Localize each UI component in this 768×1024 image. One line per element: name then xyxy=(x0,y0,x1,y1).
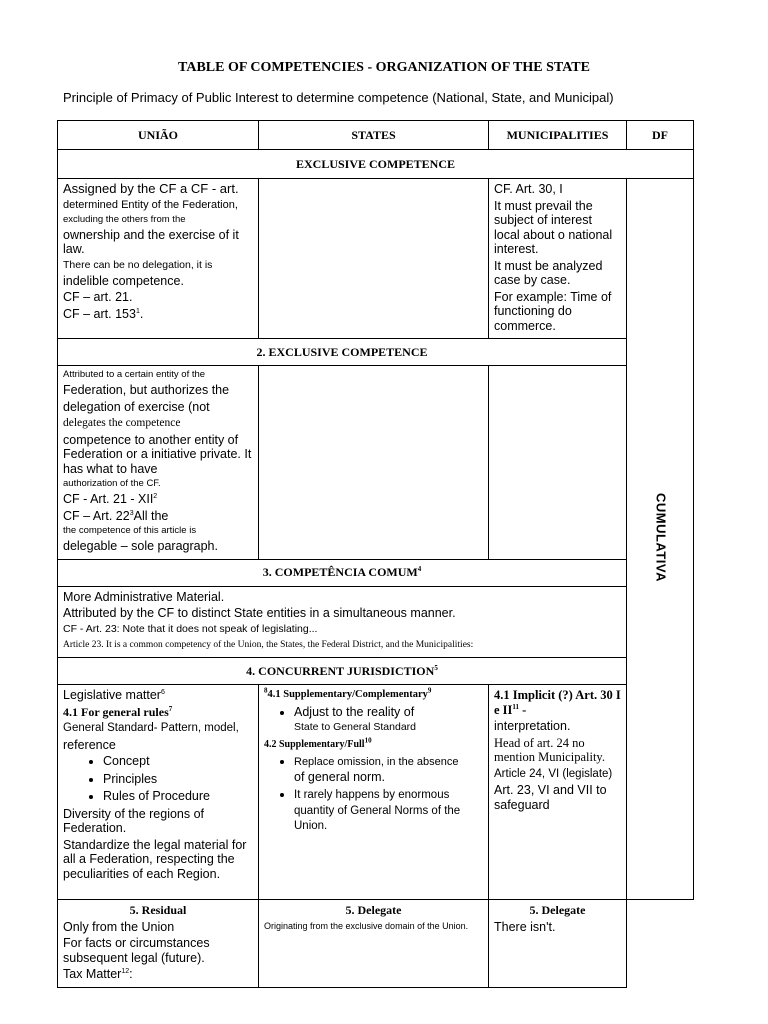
s4-uniao-line: Diversity of the regions of Federation. xyxy=(63,806,205,835)
s2-uniao-line: delegation of exercise (not xyxy=(63,399,210,414)
s4-uniao-line: Legislative matter$^6$ xyxy=(63,688,165,702)
s3-line: More Administrative Material. xyxy=(63,589,225,604)
s1-uniao-line: indelible competence. xyxy=(63,273,184,288)
s5-states-line: Originating from the exclusive domain of the Union. xyxy=(264,920,469,931)
section-2-title-row xyxy=(58,339,694,366)
s5-uniao-heading: 5. Residual xyxy=(129,903,187,917)
s2-states-cell xyxy=(259,366,489,560)
s5-uniao-line: Tax Matter$^{12}$: xyxy=(63,967,133,981)
s2-municipal-cell xyxy=(489,366,627,560)
s5-municipal-heading: 5. Delegate xyxy=(529,903,586,917)
section-5-row xyxy=(58,900,694,988)
df-column-cell xyxy=(627,179,694,900)
section-4-title-row xyxy=(58,658,694,685)
s4-municipal-line: Article 24, VI (legislate) xyxy=(494,767,613,780)
list-item: • It rarely happens by enormous quantity of General Norms of the Union. xyxy=(294,787,483,834)
list-item: • Rules of Procedure xyxy=(103,789,253,804)
section-1-title-row xyxy=(58,150,694,179)
s3-line: Attributed by the CF to distinct State entities in a simultaneous manner. xyxy=(63,606,456,620)
s1-uniao-line: ownership and the exercise of it law. xyxy=(63,227,239,256)
s4-municipal-line: interpretation. xyxy=(494,719,571,733)
s1-uniao-line: CF – art. $153^1$. xyxy=(63,306,144,321)
s3-line: Article 23. It is a common competency of the Union, the States, the Federal District, and the Municipalities: xyxy=(63,639,474,650)
s4-states-bullets-2 xyxy=(264,754,483,834)
header-uniao: UNIÃO xyxy=(58,121,259,150)
section-3-title-row xyxy=(58,559,694,586)
s2-uniao-line: competence to another entity of Federation or a initiative private. It has what to have xyxy=(63,432,252,476)
s3-content-cell xyxy=(58,586,627,658)
s5-uniao-cell xyxy=(58,900,259,988)
s4-municipal-cell xyxy=(489,685,627,900)
s5-uniao-line: For facts or circumstances subsequent legal (future). xyxy=(63,936,210,965)
header-states: STATES xyxy=(259,121,489,150)
s4-uniao-line: reference xyxy=(63,737,116,752)
s4-uniao-bullets xyxy=(63,754,253,804)
s4-municipal-heading: 4.1 Implicit (?) Art. 30 I e II$^{11}$ - xyxy=(494,688,621,717)
page-subtitle: Principle of Primacy of Public Interest to determine competence (National, State, and Municipal) xyxy=(63,90,614,105)
section-4-row xyxy=(58,685,694,900)
s4-states-heading: 4.2 Supplementary/Full$^{10}$ xyxy=(264,736,372,750)
section-3-title: 3. COMPETÊNCIA COMUM$^4$ xyxy=(58,559,627,586)
s4-uniao-line: General Standard- Pattern, model, xyxy=(63,722,239,734)
section-1-title: EXCLUSIVE COMPETENCE xyxy=(58,150,694,179)
s1-uniao-line: Assigned by the CF a CF - art. xyxy=(63,181,239,196)
s2-uniao-line: Federation, but authorizes the xyxy=(63,383,230,397)
s4-states-cell xyxy=(259,685,489,900)
s1-uniao-line: There can be no delegation, it is xyxy=(63,258,213,271)
list-item: • Replace omission, in the absence of general norm. xyxy=(294,754,483,784)
s1-municipal-line: CF. Art. 30, I xyxy=(494,182,563,196)
list-item: • Principles xyxy=(103,772,253,787)
s2-uniao-line: delegable – sole paragraph. xyxy=(63,539,218,553)
s2-uniao-line: authorization of the CF. xyxy=(63,478,161,489)
s5-municipal-line: There isn't. xyxy=(494,919,556,934)
header-municipalities: MUNICIPALITIES xyxy=(489,121,627,150)
s1-municipal-line: For example: Time of functioning do commerce. xyxy=(494,289,612,333)
s4-uniao-cell xyxy=(58,685,259,900)
section-2-row xyxy=(58,366,694,560)
page-title: TABLE OF COMPETENCIES - ORGANIZATION OF THE STATE xyxy=(178,60,590,75)
section-1-row xyxy=(58,179,694,339)
s2-uniao-cell xyxy=(58,366,259,560)
s1-municipal-line: It must be analyzed case by case. xyxy=(494,258,603,287)
s1-uniao-line: CF – art. 21. xyxy=(63,290,133,304)
s1-uniao-line: excluding the others from the xyxy=(63,213,186,225)
s5-uniao-line: Only from the Union xyxy=(63,919,175,934)
s1-states-cell xyxy=(259,179,489,339)
s1-uniao-line: determined Entity of the Federation, xyxy=(63,198,238,211)
s5-municipal-cell xyxy=(489,900,627,988)
list-item: • Adjust to the reality of State to General Standard xyxy=(294,705,483,735)
header-row xyxy=(58,121,694,150)
s2-uniao-line: delegates the competence xyxy=(63,417,181,429)
section-2-title: 2. EXCLUSIVE COMPETENCE xyxy=(58,339,627,366)
s4-uniao-heading: 4.1 For general rules$^7$ xyxy=(63,704,173,719)
s2-uniao-line: Attributed to a certain entity of the xyxy=(63,369,206,380)
s2-uniao-line: CF - Art. 21 - XII$^2$ xyxy=(63,492,158,506)
df-cumulativa-label: CUMULATIVA xyxy=(653,492,669,582)
s4-states-heading: $^8$4.1 Supplementary/Complementary$^9$ xyxy=(264,686,432,700)
s1-municipal-cell xyxy=(489,179,627,339)
s5-states-cell xyxy=(259,900,489,988)
s4-uniao-line: Standardize the legal material for all a Federation, respecting the peculiarities of each Region. xyxy=(63,837,247,881)
s4-municipal-line: Head of art. 24 no mention Municipality. xyxy=(494,735,605,764)
s3-line: CF - Art. 23: Note that it does not speak of legislating... xyxy=(63,622,318,635)
s4-municipal-line: Art. 23, VI and VII to safeguard xyxy=(494,783,607,812)
competencies-table xyxy=(57,120,694,988)
section-4-title: 4. CONCURRENT JURISDICTION$^5$ xyxy=(58,658,627,685)
s1-municipal-line: It must prevail the subject of interest local about o national interest. xyxy=(494,198,613,256)
s4-states-bullets-1 xyxy=(264,705,483,735)
s2-uniao-line: CF – Art. $22^3All$ the xyxy=(63,508,169,523)
header-df: DF xyxy=(627,121,694,150)
s1-uniao-cell xyxy=(58,179,259,339)
section-3-row xyxy=(58,586,694,658)
s2-uniao-line: the competence of this article is xyxy=(63,525,197,536)
s5-states-heading: 5. Delegate xyxy=(345,903,402,917)
list-item: • Concept xyxy=(103,754,253,769)
